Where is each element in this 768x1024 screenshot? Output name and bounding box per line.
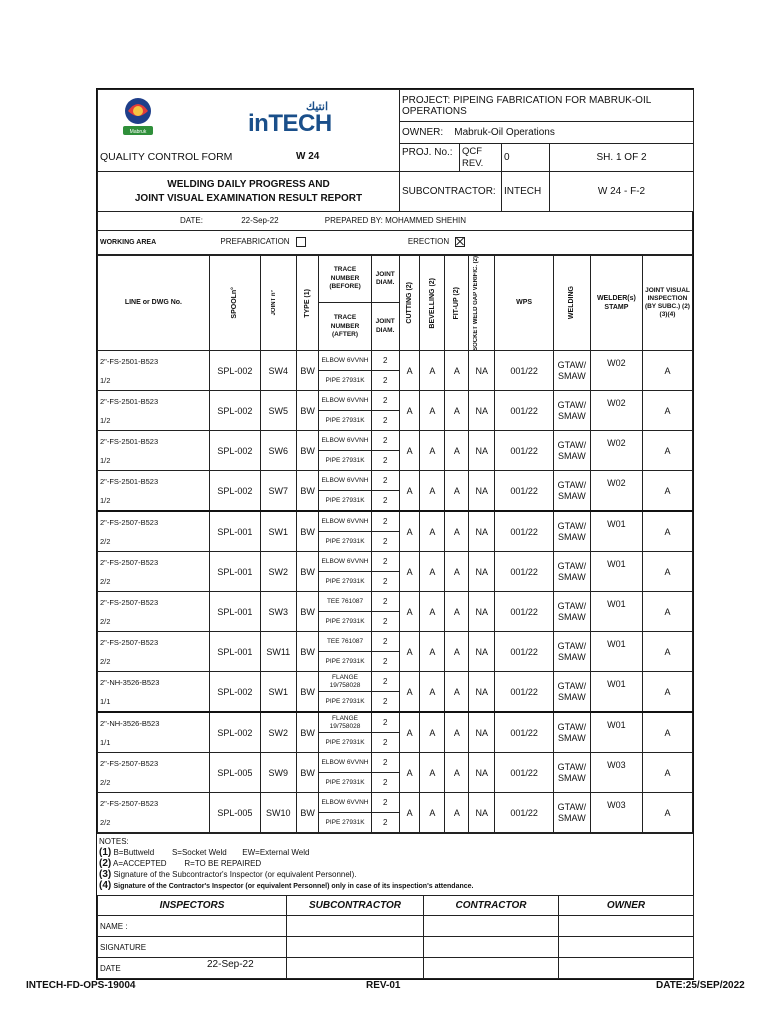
inspection-result-cell: A: [642, 431, 692, 471]
spool-cell: SPL-002: [209, 712, 260, 753]
subcontractor-label: SUBCONTRACTOR:: [400, 172, 502, 212]
trace-number-cell: TEE 761087 PIPE 27931K: [319, 632, 371, 672]
trace-number-cell: TEE 761087 PIPE 27931K: [319, 592, 371, 632]
welding-process-cell: GTAW/ SMAW: [553, 712, 590, 753]
spool-cell: SPL-002: [209, 351, 260, 391]
trace-number-cell: ELBOW 6VVNH PIPE 27931K: [319, 391, 371, 431]
welding-process-cell: GTAW/ SMAW: [553, 592, 590, 632]
joint-diam-cell: 2 2: [371, 351, 399, 391]
col-socket-weld: SOCKET WELD GAP VERIFIC. (2): [472, 255, 479, 351]
form-title-cell: [98, 144, 400, 172]
welder-stamp-cell: W02: [590, 431, 642, 471]
table-row: [98, 431, 693, 471]
fitup-cell: A: [445, 471, 469, 512]
spool-cell: SPL-005: [209, 753, 260, 793]
project-field: PROJECT: PIPEING FABRICATION FOR MABRUK-OIL OPERATIONS: [400, 90, 694, 122]
cutting-cell: A: [399, 632, 420, 672]
welder-stamp-cell: W03: [590, 793, 642, 833]
socket-weld-cell: NA: [469, 672, 495, 713]
col-wps: WPS: [495, 255, 554, 351]
logo-cell: [98, 90, 400, 144]
col-welder-stamp: WELDER(s) STAMP: [590, 255, 642, 351]
line-number-cell: 2"-FS-2507-B523 2/2: [98, 511, 210, 552]
socket-weld-cell: NA: [469, 753, 495, 793]
spool-cell: SPL-001: [209, 592, 260, 632]
welding-process-cell: GTAW/ SMAW: [553, 391, 590, 431]
col-joint: JOINT n°: [271, 290, 278, 316]
quality-control-form: [96, 88, 694, 980]
date-label: DATE:: [180, 216, 203, 226]
socket-weld-cell: NA: [469, 471, 495, 512]
spool-cell: SPL-001: [209, 552, 260, 592]
date-value: 22-Sep-22: [241, 216, 279, 226]
line-number-cell: 2"-FS-2507-B523 2/2: [98, 552, 210, 592]
fitup-cell: A: [445, 672, 469, 713]
signature-owner-field[interactable]: [559, 937, 694, 958]
fitup-cell: A: [445, 552, 469, 592]
wps-cell: 001/22: [495, 351, 554, 391]
inspection-result-cell: A: [642, 672, 692, 713]
signoff-subcontractor: SUBCONTRACTOR: [287, 896, 424, 916]
joint-diam-cell: 2 2: [371, 753, 399, 793]
spool-cell: SPL-005: [209, 793, 260, 833]
table-row: [98, 592, 693, 632]
trace-number-cell: FLANGE 19/758028 PIPE 27931K: [319, 712, 371, 753]
fitup-cell: A: [445, 351, 469, 391]
joint-cell: SW4: [260, 351, 296, 391]
erection-label: ERECTION: [407, 237, 450, 247]
wps-cell: 001/22: [495, 592, 554, 632]
trace-number-cell: ELBOW 6VVNH PIPE 27931K: [319, 552, 371, 592]
type-cell: BW: [296, 793, 319, 833]
subcontractor-value: INTECH: [502, 172, 550, 212]
signature-label: SIGNATURE: [98, 937, 287, 958]
col-joint-visual-inspection: JOINT VISUAL INSPECTION (BY SUBC.) (2)(3)(4): [642, 255, 692, 351]
signoff-inspectors: INSPECTORS: [98, 896, 287, 916]
fitup-cell: A: [445, 391, 469, 431]
table-row: [98, 793, 693, 833]
joint-cell: SW10: [260, 793, 296, 833]
inspection-result-cell: A: [642, 592, 692, 632]
cutting-cell: A: [399, 672, 420, 713]
inspection-result-cell: A: [642, 351, 692, 391]
inspection-result-cell: A: [642, 793, 692, 833]
table-row: [98, 471, 693, 512]
joint-diam-cell: 2 2: [371, 552, 399, 592]
socket-weld-cell: NA: [469, 511, 495, 552]
col-fitup: FIT-UP (2): [453, 286, 461, 320]
cutting-cell: A: [399, 351, 420, 391]
note-2: (2) A=ACCEPTED R=TO BE REPAIRED: [99, 858, 262, 870]
note-1: (1) B=Buttweld S=Socket Weld EW=External Weld: [99, 847, 310, 859]
col-welding: WELDING: [568, 286, 576, 320]
line-number-cell: 2"-FS-2507-B523 2/2: [98, 592, 210, 632]
intech-logo: انتيك inTECH: [248, 101, 332, 137]
joint-diam-cell: 2 2: [371, 511, 399, 552]
welder-stamp-cell: W02: [590, 471, 642, 512]
joint-cell: SW3: [260, 592, 296, 632]
wps-cell: 001/22: [495, 632, 554, 672]
inspection-result-cell: A: [642, 471, 692, 512]
qcf-rev-value: 0: [502, 144, 550, 172]
wps-cell: 001/22: [495, 753, 554, 793]
sheet-number: SH. 1 OF 2: [550, 144, 694, 172]
joint-cell: SW2: [260, 712, 296, 753]
cutting-cell: A: [399, 753, 420, 793]
wps-cell: 001/22: [495, 391, 554, 431]
form-header: [97, 89, 694, 212]
inspection-result-cell: A: [642, 552, 692, 592]
type-cell: BW: [296, 552, 319, 592]
date-contractor-field[interactable]: [424, 958, 559, 979]
cutting-cell: A: [399, 391, 420, 431]
erection-checkbox[interactable]: [455, 237, 465, 247]
form-reference: W 24 - F-2: [550, 172, 694, 212]
line-number-cell: 2"-NH-3526-B523 1/1: [98, 712, 210, 753]
wps-cell: 001/22: [495, 471, 554, 512]
welder-stamp-cell: W01: [590, 632, 642, 672]
name-subcontractor-field[interactable]: [287, 916, 424, 937]
type-cell: BW: [296, 431, 319, 471]
welding-process-cell: GTAW/ SMAW: [553, 511, 590, 552]
welder-stamp-cell: W01: [590, 552, 642, 592]
bevelling-cell: A: [420, 391, 445, 431]
fitup-cell: A: [445, 712, 469, 753]
wps-cell: 001/22: [495, 511, 554, 552]
prefabrication-label: PREFABRICATION: [220, 237, 290, 247]
type-cell: BW: [296, 672, 319, 713]
joint-diam-cell: 2 2: [371, 793, 399, 833]
trace-number-cell: ELBOW 6VVNH PIPE 27931K: [319, 471, 371, 512]
table-row: [98, 753, 693, 793]
date-signoff-value: 22-Sep-22: [206, 958, 254, 970]
welder-stamp-cell: W01: [590, 712, 642, 753]
cutting-cell: A: [399, 712, 420, 753]
bevelling-cell: A: [420, 431, 445, 471]
name-label: NAME :: [98, 916, 287, 937]
table-row: [98, 672, 693, 713]
bevelling-cell: A: [420, 632, 445, 672]
notes-title: NOTES:: [99, 837, 129, 847]
bevelling-cell: A: [420, 351, 445, 391]
welding-process-cell: GTAW/ SMAW: [553, 632, 590, 672]
type-cell: BW: [296, 712, 319, 753]
bevelling-cell: A: [420, 511, 445, 552]
type-cell: BW: [296, 753, 319, 793]
signature-subcontractor-field[interactable]: [287, 937, 424, 958]
owner-field: OWNER: Mabruk-Oil Operations: [400, 122, 694, 144]
bevelling-cell: A: [420, 471, 445, 512]
cutting-cell: A: [399, 552, 420, 592]
type-cell: BW: [296, 511, 319, 552]
signoff-owner: OWNER: [559, 896, 694, 916]
joint-cell: SW1: [260, 672, 296, 713]
joint-cell: SW11: [260, 632, 296, 672]
fitup-cell: A: [445, 753, 469, 793]
inspection-result-cell: A: [642, 511, 692, 552]
type-cell: BW: [296, 391, 319, 431]
col-trace-after: TRACE NUMBER (AFTER): [330, 314, 360, 339]
cutting-cell: A: [399, 471, 420, 512]
bevelling-cell: A: [420, 753, 445, 793]
spool-cell: SPL-002: [209, 391, 260, 431]
cutting-cell: A: [399, 793, 420, 833]
signature-contractor-field[interactable]: [424, 937, 559, 958]
line-number-cell: 2"-FS-2501-B523 1/2: [98, 391, 210, 431]
welding-process-cell: GTAW/ SMAW: [553, 471, 590, 512]
fitup-cell: A: [445, 793, 469, 833]
wps-cell: 001/22: [495, 431, 554, 471]
welder-stamp-cell: W01: [590, 511, 642, 552]
welding-process-cell: GTAW/ SMAW: [553, 672, 590, 713]
welder-stamp-cell: W02: [590, 351, 642, 391]
welder-stamp-cell: W01: [590, 672, 642, 713]
type-cell: BW: [296, 351, 319, 391]
joint-cell: SW1: [260, 511, 296, 552]
fitup-cell: A: [445, 431, 469, 471]
inspection-result-cell: A: [642, 632, 692, 672]
wps-cell: 001/22: [495, 672, 554, 713]
notes-section: [97, 833, 693, 895]
note-3: (3) Signature of the Subcontractor's Inspector (or equivalent Personnel).: [99, 869, 357, 881]
fitup-cell: A: [445, 511, 469, 552]
joint-cell: SW5: [260, 391, 296, 431]
joint-cell: SW9: [260, 753, 296, 793]
welder-stamp-cell: W02: [590, 391, 642, 431]
joint-diam-cell: 2 2: [371, 391, 399, 431]
footer-date: DATE:25/SEP/2022: [656, 980, 745, 991]
welding-process-cell: GTAW/ SMAW: [553, 552, 590, 592]
proj-no-label: PROJ. No.:: [400, 144, 460, 172]
date-signoff-cell: [98, 958, 287, 979]
socket-weld-cell: NA: [469, 793, 495, 833]
bevelling-cell: A: [420, 552, 445, 592]
bevelling-cell: A: [420, 592, 445, 632]
svg-text:Mabruk: Mabruk: [129, 129, 147, 135]
joint-diam-cell: 2 2: [371, 431, 399, 471]
bevelling-cell: A: [420, 712, 445, 753]
date-row: [97, 212, 693, 255]
joint-diam-cell: 2 2: [371, 471, 399, 512]
mabruk-logo-icon: [120, 95, 156, 137]
welding-process-cell: GTAW/ SMAW: [553, 431, 590, 471]
table-row: [98, 552, 693, 592]
spool-cell: SPL-001: [209, 511, 260, 552]
name-contractor-field[interactable]: [424, 916, 559, 937]
wps-cell: 001/22: [495, 552, 554, 592]
col-cutting: CUTTING (2): [406, 282, 414, 324]
col-line: LINE or DWG No.: [98, 255, 210, 351]
form-title: QUALITY CONTROL FORM: [100, 151, 233, 164]
joint-cell: SW6: [260, 431, 296, 471]
spool-cell: SPL-001: [209, 632, 260, 672]
welder-stamp-cell: W03: [590, 753, 642, 793]
form-code: W 24: [296, 151, 320, 163]
prepared-by: PREPARED BY: MOHAMMED SHEHIN: [324, 216, 467, 226]
welding-table: [97, 255, 693, 834]
joint-diam-cell: 2 2: [371, 712, 399, 753]
type-cell: BW: [296, 632, 319, 672]
type-cell: BW: [296, 471, 319, 512]
welding-process-cell: GTAW/ SMAW: [553, 351, 590, 391]
joint-diam-cell: 2 2: [371, 592, 399, 632]
welding-process-cell: GTAW/ SMAW: [553, 793, 590, 833]
cutting-cell: A: [399, 511, 420, 552]
inspection-result-cell: A: [642, 712, 692, 753]
trace-number-cell: ELBOW 6VVNH PIPE 27931K: [319, 511, 371, 552]
spool-cell: SPL-002: [209, 672, 260, 713]
trace-number-cell: FLANGE 19/758028 PIPE 27931K: [319, 672, 371, 713]
note-4: (4) Signature of the Contractor's Inspector (or equivalent Personnel) only in case of its inspection's attendance.: [99, 880, 474, 892]
col-joint-diam-after: JOINT DIAM.: [375, 318, 395, 334]
fitup-cell: A: [445, 632, 469, 672]
socket-weld-cell: NA: [469, 351, 495, 391]
signoff-table: [97, 895, 694, 979]
inspection-result-cell: A: [642, 391, 692, 431]
line-number-cell: 2"-FS-2501-B523 1/2: [98, 431, 210, 471]
fitup-cell: A: [445, 592, 469, 632]
wps-cell: 001/22: [495, 793, 554, 833]
trace-number-cell: ELBOW 6VVNH PIPE 27931K: [319, 753, 371, 793]
socket-weld-cell: NA: [469, 632, 495, 672]
cutting-cell: A: [399, 431, 420, 471]
col-trace-before: TRACE NUMBER (BEFORE): [319, 256, 370, 304]
signoff-contractor: CONTRACTOR: [424, 896, 559, 916]
joint-diam-cell: 2 2: [371, 632, 399, 672]
table-row: [98, 632, 693, 672]
spool-cell: SPL-002: [209, 431, 260, 471]
table-row: [98, 511, 693, 552]
inspection-result-cell: A: [642, 753, 692, 793]
spool-cell: SPL-002: [209, 471, 260, 512]
working-area-label: WORKING AREA: [100, 239, 157, 247]
joint-cell: SW7: [260, 471, 296, 512]
welder-stamp-cell: W01: [590, 592, 642, 632]
trace-number-cell: ELBOW 6VVNH PIPE 27931K: [319, 793, 371, 833]
trace-number-cell: ELBOW 6VVNH PIPE 27931K: [319, 431, 371, 471]
bevelling-cell: A: [420, 793, 445, 833]
prefabrication-checkbox[interactable]: [296, 237, 306, 247]
trace-number-cell: ELBOW 6VVNH PIPE 27931K: [319, 351, 371, 391]
col-type: TYPE (1): [304, 288, 312, 318]
table-row: [98, 351, 693, 391]
socket-weld-cell: NA: [469, 592, 495, 632]
type-cell: BW: [296, 592, 319, 632]
footer-revision: REV-01: [366, 980, 401, 991]
welding-process-cell: GTAW/ SMAW: [553, 753, 590, 793]
col-joint-diam: JOINT DIAM.: [372, 256, 399, 304]
col-bevelling: BEVELLING (2): [428, 277, 436, 329]
cutting-cell: A: [399, 592, 420, 632]
name-owner-field[interactable]: [559, 916, 694, 937]
qcf-rev-label: QCF REV.: [460, 144, 502, 172]
socket-weld-cell: NA: [469, 712, 495, 753]
joint-cell: SW2: [260, 552, 296, 592]
date-subcontractor-field[interactable]: [287, 958, 424, 979]
line-number-cell: 2"-FS-2507-B523 2/2: [98, 632, 210, 672]
report-title: WELDING DAILY PROGRESS AND JOINT VISUAL EXAMINATION RESULT REPORT: [98, 172, 400, 212]
line-number-cell: 2"-FS-2507-B523 2/2: [98, 753, 210, 793]
date-signoff-label: DATE: [100, 963, 121, 973]
line-number-cell: 2"-FS-2501-B523 1/2: [98, 351, 210, 391]
col-spool: SPOOLn°: [231, 287, 239, 319]
line-number-cell: 2"-FS-2501-B523 1/2: [98, 471, 210, 512]
socket-weld-cell: NA: [469, 391, 495, 431]
bevelling-cell: A: [420, 672, 445, 713]
table-row: [98, 712, 693, 753]
footer-doc-number: INTECH-FD-OPS-19004: [26, 980, 136, 991]
line-number-cell: 2"-NH-3526-B523 1/1: [98, 672, 210, 713]
date-owner-field[interactable]: [559, 958, 694, 979]
line-number-cell: 2"-FS-2507-B523 2/2: [98, 793, 210, 833]
wps-cell: 001/22: [495, 712, 554, 753]
table-row: [98, 391, 693, 431]
socket-weld-cell: NA: [469, 431, 495, 471]
joint-diam-cell: 2 2: [371, 672, 399, 713]
socket-weld-cell: NA: [469, 552, 495, 592]
